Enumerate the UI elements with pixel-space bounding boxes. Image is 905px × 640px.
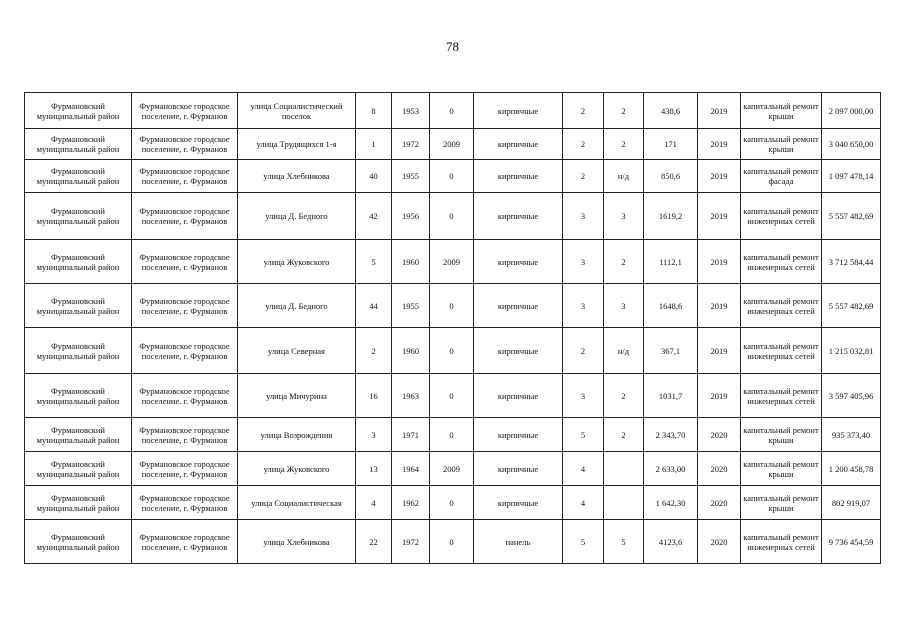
area-cell: 438,6: [644, 93, 698, 129]
settlement-cell: Фурмановское городское поселение, г. Фурманов: [132, 129, 238, 160]
work-type-cell: капитальный ремонт инженерных сетей: [741, 284, 822, 328]
street-cell: улица Хлебникова: [238, 160, 356, 193]
settlement-cell: Фурмановское городское поселение. г. Фурманов: [132, 374, 238, 418]
year-overhaul-cell: 0: [430, 486, 474, 520]
wall-material-cell: кирпичные: [474, 374, 563, 418]
year-overhaul-cell: 0: [430, 193, 474, 240]
floors-cell: 3: [563, 374, 604, 418]
year-overhaul-cell: 0: [430, 520, 474, 564]
entrances-cell: [604, 486, 644, 520]
house-number-cell: 3: [356, 418, 392, 452]
entrances-cell: 2: [604, 93, 644, 129]
street-cell: улица Хлебникова: [238, 520, 356, 564]
work-type-cell: капитальный ремонт инженерных сетей: [741, 520, 822, 564]
settlement-cell: Фурмановское городское поселение, г. Фурманов: [132, 93, 238, 129]
cost-cell: 802 919,07: [822, 486, 881, 520]
wall-material-cell: кирпичные: [474, 193, 563, 240]
floors-cell: 2: [563, 160, 604, 193]
work-type-cell: капитальный ремонт крыши: [741, 418, 822, 452]
year-built-cell: 1963: [392, 374, 430, 418]
cost-cell: 2 097 000,00: [822, 93, 881, 129]
entrances-cell: 3: [604, 284, 644, 328]
wall-material-cell: кирпичные: [474, 240, 563, 284]
street-cell: улица Д. Бедного: [238, 284, 356, 328]
floors-cell: 5: [563, 520, 604, 564]
table-row: [25, 129, 881, 160]
cost-cell: 9 736 454,59: [822, 520, 881, 564]
table-row: [25, 160, 881, 193]
wall-material-cell: кирпичные: [474, 129, 563, 160]
floors-cell: 3: [563, 193, 604, 240]
year-built-cell: 1956: [392, 193, 430, 240]
house-number-cell: 44: [356, 284, 392, 328]
work-type-cell: капитальный ремонт инженерных сетей: [741, 374, 822, 418]
floors-cell: 3: [563, 240, 604, 284]
area-cell: 367,1: [644, 328, 698, 374]
table-row: [25, 284, 881, 328]
work-type-cell: капитальный ремонт крыши: [741, 486, 822, 520]
year-overhaul-cell: 2009: [430, 452, 474, 486]
year-built-cell: 1972: [392, 129, 430, 160]
district-cell: Фурмановский муниципальный район: [25, 418, 132, 452]
house-number-cell: 22: [356, 520, 392, 564]
plan-year-cell: 2019: [698, 374, 741, 418]
year-overhaul-cell: 0: [430, 374, 474, 418]
table-row: [25, 418, 881, 452]
wall-material-cell: кирпичные: [474, 93, 563, 129]
floors-cell: 5: [563, 418, 604, 452]
district-cell: Фурмановский муниципальный район: [25, 160, 132, 193]
area-cell: 2 633,00: [644, 452, 698, 486]
table-body: [25, 93, 881, 564]
entrances-cell: 5: [604, 520, 644, 564]
year-built-cell: 1955: [392, 160, 430, 193]
street-cell: улица Трудящихся 1-я: [238, 129, 356, 160]
table-row: [25, 240, 881, 284]
table-row: [25, 452, 881, 486]
district-cell: Фурмановский муниципальный район: [25, 452, 132, 486]
cost-cell: 3 597 405,96: [822, 374, 881, 418]
year-overhaul-cell: 2009: [430, 129, 474, 160]
area-cell: 1 642,30: [644, 486, 698, 520]
year-overhaul-cell: 0: [430, 328, 474, 374]
cost-cell: 1 097 478,14: [822, 160, 881, 193]
work-type-cell: капитальный ремонт фасада: [741, 160, 822, 193]
year-built-cell: 1960: [392, 328, 430, 374]
year-built-cell: 1962: [392, 486, 430, 520]
housing-repair-table: [24, 92, 881, 564]
table-row: [25, 93, 881, 129]
table-row: [25, 486, 881, 520]
district-cell: Фурмановский муниципальный район: [25, 284, 132, 328]
wall-material-cell: кирпичные: [474, 328, 563, 374]
district-cell: Фурмановский муниципальный район: [25, 486, 132, 520]
district-cell: Фурмановский муниципальный район: [25, 129, 132, 160]
floors-cell: 4: [563, 486, 604, 520]
area-cell: 4123,6: [644, 520, 698, 564]
plan-year-cell: 2020: [698, 520, 741, 564]
house-number-cell: 8: [356, 93, 392, 129]
settlement-cell: Фурмановское городское поселение, г. Фурманов: [132, 520, 238, 564]
settlement-cell: Фурмановское городское поселение, г. Фурманов: [132, 328, 238, 374]
entrances-cell: 2: [604, 374, 644, 418]
work-type-cell: капитальный ремонт крыши: [741, 452, 822, 486]
street-cell: улица Северная: [238, 328, 356, 374]
street-cell: улица Социалистический поселок: [238, 93, 356, 129]
area-cell: 171: [644, 129, 698, 160]
house-number-cell: 5: [356, 240, 392, 284]
plan-year-cell: 2019: [698, 93, 741, 129]
house-number-cell: 13: [356, 452, 392, 486]
house-number-cell: 2: [356, 328, 392, 374]
wall-material-cell: кирпичные: [474, 284, 563, 328]
street-cell: улица Жуковского: [238, 240, 356, 284]
floors-cell: 3: [563, 284, 604, 328]
plan-year-cell: 2019: [698, 240, 741, 284]
plan-year-cell: 2020: [698, 452, 741, 486]
floors-cell: 2: [563, 129, 604, 160]
district-cell: Фурмановский муниципальный район: [25, 193, 132, 240]
district-cell: Фурмановский муниципальный район: [25, 93, 132, 129]
area-cell: 1112,1: [644, 240, 698, 284]
wall-material-cell: панель: [474, 520, 563, 564]
plan-year-cell: 2019: [698, 328, 741, 374]
year-built-cell: 1964: [392, 452, 430, 486]
house-number-cell: 1: [356, 129, 392, 160]
house-number-cell: 4: [356, 486, 392, 520]
plan-year-cell: 2019: [698, 160, 741, 193]
wall-material-cell: кирпичные: [474, 160, 563, 193]
table-row: [25, 328, 881, 374]
year-overhaul-cell: 0: [430, 93, 474, 129]
settlement-cell: Фурмановское городское поселение, г. Фурманов: [132, 452, 238, 486]
street-cell: улица Мичурина: [238, 374, 356, 418]
district-cell: Фурмановский муниципальный район: [25, 520, 132, 564]
settlement-cell: Фурмановское городское поселение, г. Фурманов: [132, 284, 238, 328]
settlement-cell: Фурмановское городское поселение, г. Фурманов: [132, 418, 238, 452]
year-built-cell: 1972: [392, 520, 430, 564]
plan-year-cell: 2019: [698, 129, 741, 160]
year-overhaul-cell: 0: [430, 418, 474, 452]
street-cell: улица Социалистическая: [238, 486, 356, 520]
district-cell: Фурмановский муниципальный район: [25, 328, 132, 374]
street-cell: улица Жуковского: [238, 452, 356, 486]
entrances-cell: 3: [604, 193, 644, 240]
floors-cell: 2: [563, 93, 604, 129]
work-type-cell: капитальный ремонт крыши: [741, 93, 822, 129]
area-cell: 1648,6: [644, 284, 698, 328]
year-overhaul-cell: 0: [430, 284, 474, 328]
page-number: 78: [446, 39, 459, 54]
wall-material-cell: кирпичные: [474, 486, 563, 520]
cost-cell: 935 373,40: [822, 418, 881, 452]
cost-cell: 3 712 584,44: [822, 240, 881, 284]
plan-year-cell: 2020: [698, 486, 741, 520]
floors-cell: 2: [563, 328, 604, 374]
area-cell: 1031,7: [644, 374, 698, 418]
year-built-cell: 1971: [392, 418, 430, 452]
entrances-cell: 2: [604, 240, 644, 284]
settlement-cell: Фурмановское городское поселение, г. Фурманов: [132, 193, 238, 240]
district-cell: Фурмановский муниципальный район: [25, 374, 132, 418]
floors-cell: 4: [563, 452, 604, 486]
year-built-cell: 1960: [392, 240, 430, 284]
settlement-cell: Фурмановское городское поселение, г. Фурманов: [132, 160, 238, 193]
settlement-cell: Фурмановское городское поселение, г. Фурманов: [132, 240, 238, 284]
table-row: [25, 374, 881, 418]
entrances-cell: н/д: [604, 160, 644, 193]
entrances-cell: 2: [604, 129, 644, 160]
year-built-cell: 1955: [392, 284, 430, 328]
settlement-cell: Фурмановское городское поселение, г. Фурманов: [132, 486, 238, 520]
entrances-cell: [604, 452, 644, 486]
plan-year-cell: 2019: [698, 284, 741, 328]
cost-cell: 1 200 458,78: [822, 452, 881, 486]
work-type-cell: капитальный ремонт инженерных сетей: [741, 240, 822, 284]
table-row: [25, 193, 881, 240]
cost-cell: 3 040 650,00: [822, 129, 881, 160]
year-built-cell: 1953: [392, 93, 430, 129]
area-cell: 850,6: [644, 160, 698, 193]
house-number-cell: 42: [356, 193, 392, 240]
work-type-cell: капитальный ремонт инженерных сетей: [741, 328, 822, 374]
house-number-cell: 16: [356, 374, 392, 418]
table-row: [25, 520, 881, 564]
street-cell: улица Д. Бедного: [238, 193, 356, 240]
area-cell: 1619,2: [644, 193, 698, 240]
year-overhaul-cell: 0: [430, 160, 474, 193]
area-cell: 2 343,70: [644, 418, 698, 452]
entrances-cell: н/д: [604, 328, 644, 374]
work-type-cell: капитальный ремонт крыши: [741, 129, 822, 160]
plan-year-cell: 2019: [698, 193, 741, 240]
wall-material-cell: кирпичные: [474, 452, 563, 486]
plan-year-cell: 2020: [698, 418, 741, 452]
street-cell: улица Возрождения: [238, 418, 356, 452]
wall-material-cell: кирпичные: [474, 418, 563, 452]
cost-cell: 5 557 482,69: [822, 193, 881, 240]
cost-cell: 5 557 482,69: [822, 284, 881, 328]
entrances-cell: 2: [604, 418, 644, 452]
year-overhaul-cell: 2009: [430, 240, 474, 284]
house-number-cell: 40: [356, 160, 392, 193]
district-cell: Фурмановский муниципальный район: [25, 240, 132, 284]
cost-cell: 1 215 032,81: [822, 328, 881, 374]
work-type-cell: капитальный ремонт инженерных сетей: [741, 193, 822, 240]
